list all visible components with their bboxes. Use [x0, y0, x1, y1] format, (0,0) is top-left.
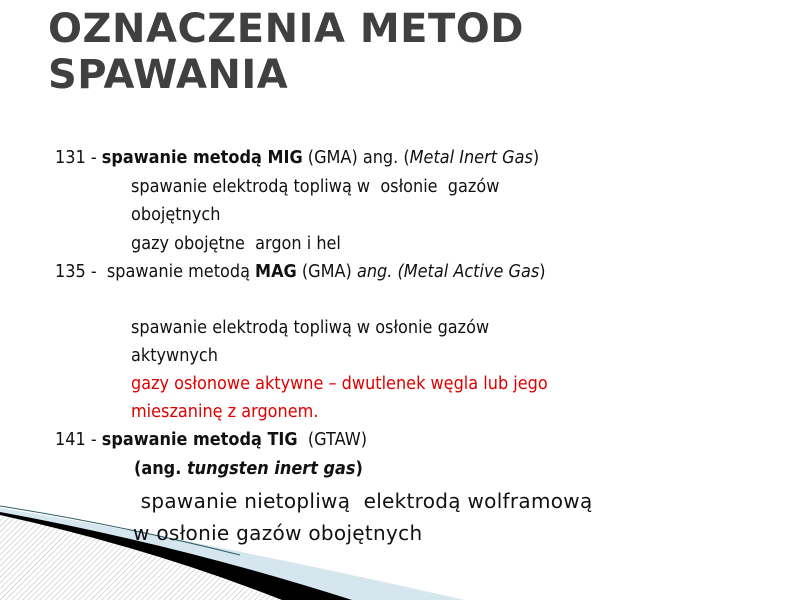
- method-131-description-1: spawanie elektrodą topliwą w osłonie gazów: [131, 177, 500, 197]
- method-141-description-2: w osłonie gazów obojętnych: [133, 521, 423, 545]
- paren-close: ): [355, 459, 363, 479]
- method-code: 135 -: [55, 262, 107, 282]
- method-141-english: [134, 458, 363, 480]
- method-135-description-2: aktywnych: [131, 346, 218, 366]
- method-135-gases-1: gazy osłonowe aktywne – dwutlenek węgla lub jego: [131, 374, 548, 394]
- method-135-heading: [55, 261, 546, 283]
- method-code: 131 -: [55, 148, 102, 168]
- ang-prefix: (ang.: [134, 459, 187, 479]
- method-english-name: Metal Inert Gas: [409, 148, 533, 168]
- method-135-gases-2: mieszaninę z argonem.: [131, 402, 319, 422]
- method-131-gases: gazy obojętne argon i hel: [131, 234, 341, 254]
- slide-title-line2: SPAWANIA: [48, 52, 289, 98]
- method-141-description-1: spawanie nietopliwą elektrodą wolframową: [134, 489, 593, 513]
- method-131-heading: [55, 147, 539, 169]
- paren-close: ): [539, 262, 546, 282]
- slide-title-line1: OZNACZENIA METOD: [48, 6, 524, 52]
- paren-close: ): [532, 148, 540, 168]
- method-name-prefix: spawanie metodą: [106, 262, 256, 282]
- method-code: 141 -: [55, 430, 102, 450]
- method-abbr: (GMA): [296, 262, 357, 282]
- method-141-heading: [55, 429, 367, 451]
- method-name: spawanie metodą MIG: [101, 148, 303, 168]
- method-135-description-1: spawanie elektrodą topliwą w osłonie gazów: [131, 318, 490, 338]
- method-131-description-2: obojętnych: [131, 205, 221, 225]
- method-abbr: (GMA) ang. (: [302, 148, 410, 168]
- method-name: MAG: [255, 262, 297, 282]
- method-english-name: tungsten inert gas: [186, 459, 356, 479]
- method-english-name: ang. (Metal Active Gas: [356, 262, 540, 282]
- method-name: spawanie metodą TIG: [101, 430, 298, 450]
- method-abbr: (GTAW): [297, 430, 367, 450]
